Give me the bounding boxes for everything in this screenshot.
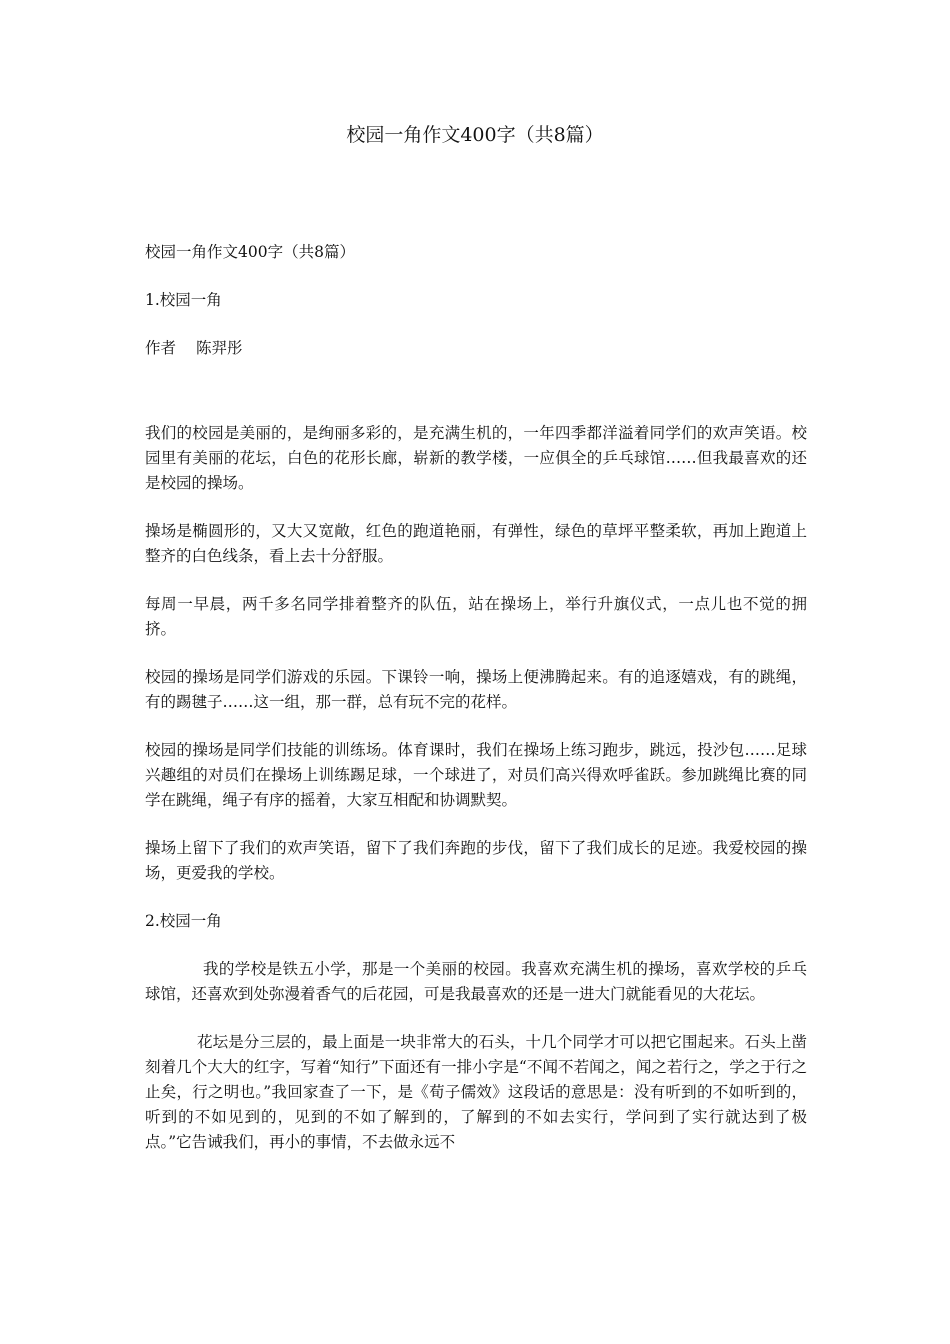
essay-2-paragraph: 我的学校是铁五小学，那是一个美丽的校园。我喜欢充满生机的操场，喜欢学校的乒乓球馆，还喜欢到处弥漫着香气的后花园，可是我最喜欢的还是一进大门就能看见的大花坛。 bbox=[145, 960, 807, 1003]
document-title: 校园一角作文400字（共8篇） bbox=[346, 124, 604, 146]
essay-1-paragraph: 每周一早晨，两千多名同学排着整齐的队伍，站在操场上，举行升旗仪式，一点儿也不觉的拥挤。 bbox=[145, 595, 807, 638]
essay-1-author bbox=[145, 336, 807, 361]
essay-1-paragraph: 我们的校园是美丽的，是绚丽多彩的，是充满生机的，一年四季都洋溢着同学们的欢声笑语。校园里有美丽的花坛，白色的花形长廊，崭新的教学楼，一应俱全的乒乓球馆……但我最喜欢的还是校园的操场。 bbox=[145, 424, 807, 492]
essay-1-heading: 1.校园一角 bbox=[145, 291, 222, 309]
essay-1-paragraph: 操场上留下了我们的欢声笑语，留下了我们奔跑的步伐，留下了我们成长的足迹。我爱校园的操场，更爱我的学校。 bbox=[145, 839, 807, 882]
essay-2-heading: 2.校园一角 bbox=[145, 912, 222, 930]
document-subtitle: 校园一角作文400字（共8篇） bbox=[145, 243, 355, 261]
essay-1-paragraph: 校园的操场是同学们技能的训练场。体育课时，我们在操场上练习跑步，跳远，投沙包……足球兴趣组的对员们在操场上训练踢足球，一个球进了，对员们高兴得欢呼雀跃。参加跳绳比赛的同学在跳绳，绳子有序的摇着，大家互相配和协调默契。 bbox=[145, 741, 807, 809]
essay-1-paragraph: 操场是椭圆形的，又大又宽敞，红色的跑道艳丽，有弹性，绿色的草坪平整柔软，再加上跑道上整齐的白色线条，看上去十分舒服。 bbox=[145, 522, 807, 565]
author-label: 作者 bbox=[145, 339, 177, 357]
author-name: 陈羿彤 bbox=[196, 339, 243, 357]
document-body bbox=[145, 240, 807, 1155]
essay-2-paragraph: 花坛是分三层的，最上面是一块非常大的石头，十几个同学才可以把它围起来。石头上凿刻着几个大大的红字，写着“知行”下面还有一排小字是“不闻不若闻之，闻之若行之，学之于行之止矣，行之明也。”我回家查了一下，是《荀子儒效》这段话的意思是：没有听到的不如听到的，听到的不如见到的，见到的不如了解到的，了解到的不如去实行，学问到了实行就达到了极点。”它告诫我们，再小的事情，不去做永远不 bbox=[145, 1033, 807, 1151]
essay-1-paragraph: 校园的操场是同学们游戏的乐园。下课铃一响，操场上便沸腾起来。有的追逐嬉戏，有的跳绳，有的踢毽子……这一组，那一群，总有玩不完的花样。 bbox=[145, 668, 807, 711]
